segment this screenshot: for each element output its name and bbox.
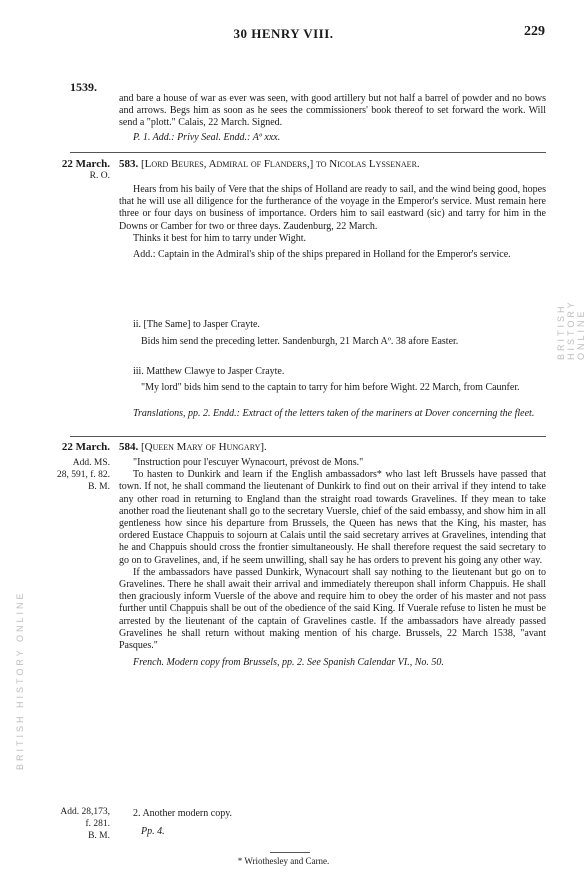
entry-584-meta: French. Modern copy from Brussels, pp. 2. See Spanish Calendar VI., No. 50.	[133, 657, 444, 669]
entry-584-heading	[119, 441, 546, 454]
entry-583-title: [Lord Beures, Admiral of Flanders,] to Nicolas Lyssenaer.	[141, 158, 420, 170]
page-number: 229	[524, 24, 545, 39]
entry-584-date: 22 March.	[61, 441, 110, 453]
watermark-right: BRITISH HISTORY ONLINE	[556, 299, 586, 360]
entry-583-ii-heading: ii. [The Same] to Jasper Crayte.	[133, 319, 260, 330]
entry-583-date: 22 March.	[61, 158, 110, 170]
watermark-left: BRITISH HISTORY ONLINE	[15, 590, 25, 770]
running-header: 30 HENRY VIII.	[233, 26, 334, 41]
continuation-paragraph: and bare a house of war as ever was seen, with good artillery but not half a barrel of powder and no bows and arrows. Begs him as soon as he sees the commissioners' book thereof to set forward the work. Will send a "plott." Calais, 22 March. Signed.	[119, 93, 546, 129]
entry-584-s2-source-b: f. 281.	[85, 819, 110, 829]
entry-583-source: R. O.	[89, 171, 110, 181]
entry-584-s2-meta: Pp. 4.	[141, 826, 165, 838]
entry-583-meta: Translations, pp. 2. Endd.: Extract of the letters taken of the mariners at Dover concerning the fleet.	[133, 408, 535, 419]
entry-584-paragraph: To hasten to Dunkirk and learn if the English ambassadors* who last left Brussels have passed that town. If not, he shall command the lieutenant of Dunkirk to find out on their arrival if they intend to take any other road in returning to England than the straight road towards Gravelines. If they mean to take another road the lieutenant shall go to the secretary Vuersle, chief of the said embassy, and show him in all gentleness how since his departure from Brussels, the Queen has news that the King, his master, has ordered Eustace Chappuis to sojourn at Calais until the said secretary arrives at Gravelines, intending that he and Chappuis should cross the frontier simultaneously. He shall therefore request the said secretary to go on to Gravelines, and, if he seem unwilling, shall say he has orders to prevent his going any other way.	[119, 469, 546, 566]
entry-584-s2-text: 2. Another modern copy.	[133, 808, 233, 819]
entry-divider	[70, 436, 546, 437]
entry-divider	[70, 152, 546, 153]
entry-584-body	[119, 457, 546, 669]
entry-583-iii-heading: iii. Matthew Clawye to Jasper Crayte.	[133, 366, 285, 377]
footnote: * Wriothesley and Carne.	[237, 856, 330, 866]
continuation-text	[119, 93, 546, 144]
entry-584-source-c: B. M.	[88, 482, 110, 492]
entry-583-sub-iii	[133, 366, 546, 394]
entry-583-heading	[119, 158, 546, 171]
entry-584-source-b: 28, 591, f. 82.	[56, 470, 110, 480]
entry-584-title: [Queen Mary of Hungary].	[141, 441, 267, 453]
entry-584-margin	[40, 441, 110, 493]
continuation-meta: P. 1. Add.: Privy Seal. Endd.: Aº xxx.	[133, 131, 281, 143]
entry-584-s2-source-c: B. M.	[88, 831, 110, 841]
entry-583-address: Add.: Captain in the Admiral's ship of the ships prepared in Holland for the Emperor's service.	[133, 249, 511, 261]
entry-584-s2-margin	[40, 806, 110, 842]
entry-583-ii-text: Bids him send the preceding letter. Sandenburgh, 21 March Aº. 38 afore Easter.	[141, 336, 459, 348]
entry-584-source-a: Add. MS.	[72, 458, 110, 468]
entry-583-iii-text: "My lord" bids him send to the captain to tarry for him before Wight. 22 March, from Caunfer.	[141, 382, 520, 394]
entry-583-paragraph: Thinks it best for him to tarry under Wight.	[133, 232, 306, 244]
entry-584-quote: "Instruction pour l'escuyer Wynacourt, prévost de Mons."	[133, 457, 364, 468]
entry-584-paragraph: If the ambassadors have passed Dunkirk, Wynacourt shall say nothing to the lieutenant but go on to Gravelines. There he shall await their arrival and immediately thereupon shall inform Chappuis. He shall then graciously inform Vuersle of the above and require him to obey the order of his master and not pass further until Chappuis shall be out of the obedience of the said King. If Vuerale refuse to listen he must be arrested by the lieutenant of the captain of Gravelines castle. If the ambassadors have already passed Gravelines he shall return without making mention of his charge. Brussels, 22 March 1538, "avant Pasques."	[119, 566, 546, 652]
entry-583-margin	[40, 158, 110, 182]
footnote-rule	[270, 852, 310, 853]
entry-584-s2	[133, 808, 546, 838]
year-label: 1539.	[70, 80, 97, 94]
entry-583-body	[119, 184, 546, 261]
entry-583-sub-ii	[133, 319, 546, 348]
entry-584-s2-source-a: Add. 28,173,	[60, 807, 110, 817]
entry-584-number: 584.	[119, 441, 139, 453]
entry-583-number: 583.	[119, 158, 139, 170]
entry-583-meta-block	[119, 408, 546, 420]
entry-583-paragraph: Hears from his baily of Vere that the ships of Holland are ready to sail, and the wind being good, hopes that he will use all diligence for the furtherance of the voyage in the Emperor's service. Must remain here three or four days on business of importance. Orders him to sail eastward (sic) and tarry for him in the Downs or Camber for two or three days. Zaudenburg, 22 March.	[119, 184, 546, 232]
